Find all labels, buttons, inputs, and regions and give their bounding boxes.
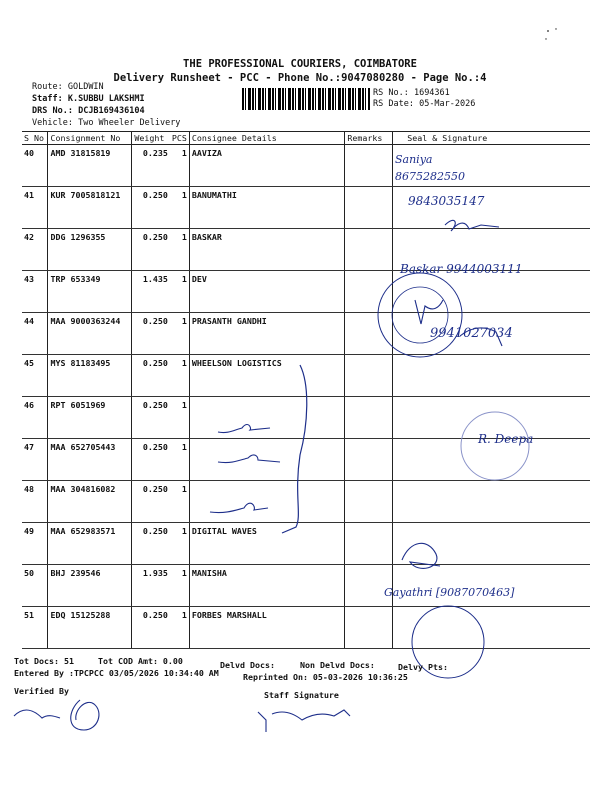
row-consignee: MANISHA bbox=[189, 565, 345, 607]
row-seal-signature bbox=[393, 481, 590, 523]
handwritten-phone-40: 8675282550 bbox=[395, 170, 465, 183]
row-pcs: 1 bbox=[170, 607, 190, 649]
row-remarks bbox=[345, 523, 393, 565]
route-value: GOLDWIN bbox=[67, 82, 104, 92]
handwritten-phone-41: 9843035147 bbox=[408, 194, 485, 208]
row-weight: 0.250 bbox=[132, 397, 170, 439]
vehicle-line bbox=[32, 118, 180, 129]
row-consignment-no: TRP 653349 bbox=[48, 271, 132, 313]
col-seal-signature: Seal & Signature bbox=[393, 132, 590, 145]
row-sno: 50 bbox=[22, 565, 48, 607]
row-weight: 0.250 bbox=[132, 355, 170, 397]
row-remarks bbox=[345, 145, 393, 187]
row-weight: 0.250 bbox=[132, 187, 170, 229]
route-label: Route: bbox=[32, 82, 63, 92]
row-weight: 0.250 bbox=[132, 313, 170, 355]
row-consignment-no: MAA 304816082 bbox=[48, 481, 132, 523]
col-consignment: Consignment No bbox=[48, 132, 132, 145]
scan-dot-1 bbox=[547, 30, 549, 32]
row-consignment-no: EDQ 15125288 bbox=[48, 607, 132, 649]
scan-dot-3 bbox=[545, 38, 546, 39]
verified-signature bbox=[14, 700, 99, 730]
row-consignee bbox=[189, 439, 345, 481]
row-consignee: FORBES MARSHALL bbox=[189, 607, 345, 649]
vehicle-label: Vehicle: bbox=[32, 118, 73, 128]
rs-no-line bbox=[373, 88, 450, 99]
table-row bbox=[22, 523, 590, 565]
row-consignment-no: AMD 31815819 bbox=[48, 145, 132, 187]
row-remarks bbox=[345, 355, 393, 397]
row-seal-signature bbox=[393, 523, 590, 565]
handwritten-note-43: Baskar 9944003111 bbox=[400, 262, 523, 276]
row-seal-signature bbox=[393, 355, 590, 397]
table-row bbox=[22, 607, 590, 649]
row-pcs: 1 bbox=[170, 565, 190, 607]
row-pcs: 1 bbox=[170, 439, 190, 481]
row-pcs: 1 bbox=[170, 355, 190, 397]
row-sno: 40 bbox=[22, 145, 48, 187]
row-weight: 1.435 bbox=[132, 271, 170, 313]
row-sno: 43 bbox=[22, 271, 48, 313]
row-seal-signature bbox=[393, 607, 590, 649]
rs-date-label: RS Date: bbox=[373, 99, 414, 109]
row-pcs: 1 bbox=[170, 313, 190, 355]
staff-line bbox=[32, 94, 145, 105]
row-consignment-no: BHJ 239546 bbox=[48, 565, 132, 607]
col-remarks: Remarks bbox=[345, 132, 393, 145]
drs-line bbox=[32, 106, 145, 117]
row-consignment-no: RPT 6051969 bbox=[48, 397, 132, 439]
row-consignee: DIGITAL WAVES bbox=[189, 523, 345, 565]
row-weight: 1.935 bbox=[132, 565, 170, 607]
route-line bbox=[32, 82, 104, 93]
table-row bbox=[22, 187, 590, 229]
handwritten-receiver-40: Saniya bbox=[395, 153, 433, 166]
handwritten-phone-44: 9941027034 bbox=[430, 326, 513, 341]
row-sno: 46 bbox=[22, 397, 48, 439]
row-pcs: 1 bbox=[170, 187, 190, 229]
handwritten-note-50: Gayathri [9087070463] bbox=[384, 586, 515, 599]
row-consignee: DEV bbox=[189, 271, 345, 313]
rs-no-label: RS No.: bbox=[373, 88, 409, 98]
row-sno: 47 bbox=[22, 439, 48, 481]
table-row bbox=[22, 271, 590, 313]
company-title: THE PROFESSIONAL COURIERS, COIMBATORE bbox=[183, 58, 417, 70]
verified-by-label: Verified By bbox=[14, 686, 69, 696]
row-pcs: 1 bbox=[170, 523, 190, 565]
row-consignment-no: MAA 652705443 bbox=[48, 439, 132, 481]
row-consignment-no: MYS 81183495 bbox=[48, 355, 132, 397]
row-remarks bbox=[345, 439, 393, 481]
row-sno: 45 bbox=[22, 355, 48, 397]
row-consignee bbox=[189, 397, 345, 439]
row-sno: 49 bbox=[22, 523, 48, 565]
row-remarks bbox=[345, 187, 393, 229]
col-weight: Weight bbox=[132, 132, 170, 145]
row-consignment-no: KUR 7005818121 bbox=[48, 187, 132, 229]
runsheet-title: Delivery Runsheet - PCC - Phone No.:9047080280 - Page No.:4 bbox=[113, 72, 487, 84]
row-remarks bbox=[345, 271, 393, 313]
row-sno: 48 bbox=[22, 481, 48, 523]
row-weight: 0.250 bbox=[132, 229, 170, 271]
delivery-points: Delvy Pts: bbox=[398, 662, 448, 672]
row-remarks bbox=[345, 397, 393, 439]
row-remarks bbox=[345, 313, 393, 355]
row-remarks bbox=[345, 229, 393, 271]
row-consignment-no: DDG 1296355 bbox=[48, 229, 132, 271]
col-pcs: PCS bbox=[170, 132, 190, 145]
row-pcs: 1 bbox=[170, 397, 190, 439]
runsheet-table bbox=[22, 131, 590, 649]
row-consignment-no: MAA 652983571 bbox=[48, 523, 132, 565]
row-weight: 0.250 bbox=[132, 607, 170, 649]
total-docs: Tot Docs: 51 bbox=[14, 656, 74, 666]
row-pcs: 1 bbox=[170, 229, 190, 271]
row-consignee: BANUMATHI bbox=[189, 187, 345, 229]
row-remarks bbox=[345, 481, 393, 523]
reprinted-on: Reprinted On: 05-03-2026 10:36:25 bbox=[243, 672, 408, 682]
row-weight: 0.250 bbox=[132, 481, 170, 523]
col-sno: S No bbox=[22, 132, 48, 145]
col-consignee: Consignee Details bbox=[189, 132, 345, 145]
row-consignee: AAVIZA bbox=[189, 145, 345, 187]
row-weight: 0.250 bbox=[132, 523, 170, 565]
row-remarks bbox=[345, 607, 393, 649]
table-row bbox=[22, 481, 590, 523]
rs-date-line bbox=[373, 99, 475, 110]
staff-signature bbox=[258, 710, 350, 732]
staff-label: Staff: bbox=[32, 94, 63, 104]
scan-dot-2 bbox=[555, 28, 556, 29]
barcode-graphic bbox=[242, 88, 370, 110]
entered-by: Entered By :TPCPCC 03/05/2026 10:34:40 AM bbox=[14, 668, 219, 678]
row-sno: 41 bbox=[22, 187, 48, 229]
row-consignee bbox=[189, 481, 345, 523]
row-weight: 0.235 bbox=[132, 145, 170, 187]
delivered-docs: Delvd Docs: bbox=[220, 660, 275, 670]
rs-date-value: 05-Mar-2026 bbox=[419, 99, 476, 109]
table-header-row bbox=[22, 132, 590, 145]
row-sno: 51 bbox=[22, 607, 48, 649]
drs-label: DRS No.: bbox=[32, 106, 73, 116]
drs-value: DCJB169436104 bbox=[78, 106, 145, 116]
row-consignee: WHEELSON LOGISTICS bbox=[189, 355, 345, 397]
row-pcs: 1 bbox=[170, 145, 190, 187]
row-sno: 42 bbox=[22, 229, 48, 271]
row-seal-signature bbox=[393, 271, 590, 313]
rs-no-value: 1694361 bbox=[413, 88, 450, 98]
table-row bbox=[22, 145, 590, 187]
total-cod: Tot COD Amt: 0.00 bbox=[98, 656, 183, 666]
row-sno: 44 bbox=[22, 313, 48, 355]
handwritten-signature-47: R. Deepa bbox=[478, 432, 534, 446]
staff-value: K.SUBBU LAKSHMI bbox=[67, 94, 145, 104]
row-weight: 0.250 bbox=[132, 439, 170, 481]
row-pcs: 1 bbox=[170, 481, 190, 523]
row-consignee: PRASANTH GANDHI bbox=[189, 313, 345, 355]
non-delivered-docs: Non Delvd Docs: bbox=[300, 660, 375, 670]
row-consignment-no: MAA 9000363244 bbox=[48, 313, 132, 355]
row-pcs: 1 bbox=[170, 271, 190, 313]
table-row bbox=[22, 355, 590, 397]
row-consignee: BASKAR bbox=[189, 229, 345, 271]
vehicle-value: Two Wheeler Delivery bbox=[78, 118, 181, 128]
staff-signature-label: Staff Signature bbox=[264, 690, 339, 700]
